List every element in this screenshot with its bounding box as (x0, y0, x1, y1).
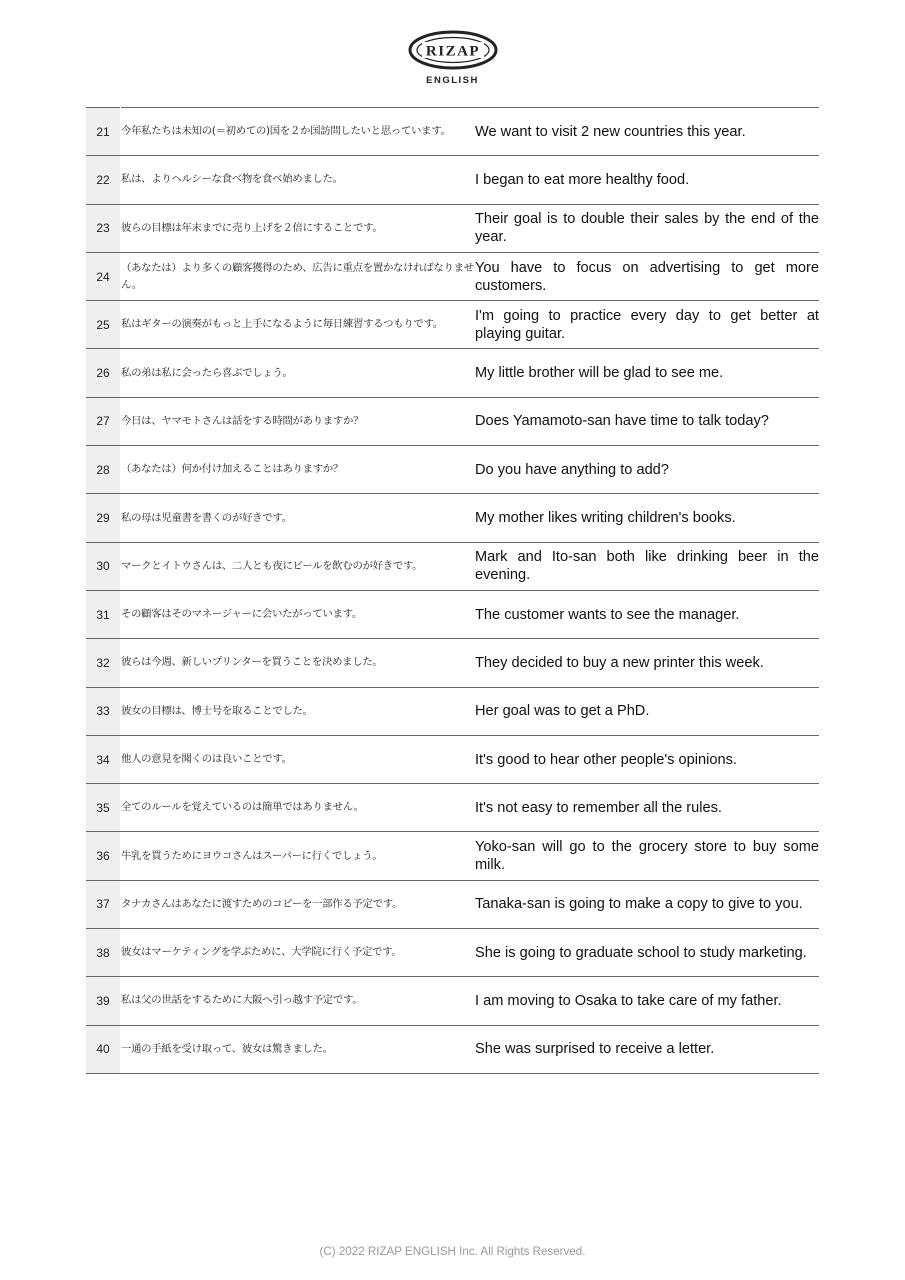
table-row (86, 156, 819, 204)
table-row (86, 1025, 819, 1073)
row-number: 36 (86, 832, 121, 880)
table-row (86, 639, 819, 687)
english-sentence: Her goal was to get a PhD. (475, 687, 819, 735)
table-row (86, 494, 819, 542)
table-row (86, 301, 819, 349)
table-row (86, 590, 819, 638)
japanese-sentence: マークとイトウさんは、二人とも夜にビールを飲むのが好きです。 (121, 542, 476, 590)
english-sentence: Mark and Ito-san both like drinking beer in the evening. (475, 542, 819, 590)
english-sentence: I began to eat more healthy food. (475, 156, 819, 204)
english-sentence: Does Yamamoto-san have time to talk today? (475, 397, 819, 445)
english-sentence: She is going to graduate school to study marketing. (475, 929, 819, 977)
table-row (86, 735, 819, 783)
english-sentence: I'm going to practice every day to get better at playing guitar. (475, 301, 819, 349)
english-sentence: My little brother will be glad to see me. (475, 349, 819, 397)
japanese-sentence: （あなたは）より多くの顧客獲得のため、広告に重点を置かなければなりません。 (121, 252, 476, 300)
japanese-sentence: 牛乳を買うためにヨウコさんはスーパーに行くでしょう。 (121, 832, 476, 880)
row-number: 28 (86, 446, 121, 494)
japanese-sentence: 私の母は児童書を書くのが好きです。 (121, 494, 476, 542)
japanese-sentence: 私は父の世話をするために大阪へ引っ越す予定です。 (121, 977, 476, 1025)
japanese-sentence: その顧客はそのマネージャーに会いたがっています。 (121, 590, 476, 638)
rizap-logo-mark (407, 28, 499, 72)
english-sentence: We want to visit 2 new countries this year. (475, 108, 819, 156)
japanese-sentence: 他人の意見を聞くのは良いことです。 (121, 735, 476, 783)
table-row (86, 880, 819, 928)
logo-mark-text: RIZAP (425, 43, 480, 60)
japanese-sentence: 彼らの目標は年末までに売り上げを２倍にすることです。 (121, 204, 476, 252)
english-sentence: Tanaka-san is going to make a copy to give to you. (475, 880, 819, 928)
table-row (86, 542, 819, 590)
table-row (86, 977, 819, 1025)
english-sentence: The customer wants to see the manager. (475, 590, 819, 638)
japanese-sentence: 今日は、ヤマモトさんは話をする時間がありますか？ (121, 397, 476, 445)
brand-logo (0, 28, 905, 86)
phrase-table (86, 107, 819, 1074)
row-number: 39 (86, 977, 121, 1025)
japanese-sentence: （あなたは）何か付け加えることはありますか？ (121, 446, 476, 494)
row-number: 22 (86, 156, 121, 204)
japanese-sentence: タナカさんはあなたに渡すためのコピーを一部作る予定です。 (121, 880, 476, 928)
table-row (86, 397, 819, 445)
row-number: 23 (86, 204, 121, 252)
english-sentence: I am moving to Osaka to take care of my father. (475, 977, 819, 1025)
phrase-table-body (86, 108, 819, 1074)
row-number: 38 (86, 929, 121, 977)
table-row (86, 204, 819, 252)
row-number: 25 (86, 301, 121, 349)
row-number: 33 (86, 687, 121, 735)
japanese-sentence: 彼らは今週、新しいプリンターを買うことを決めました。 (121, 639, 476, 687)
table-row (86, 108, 819, 156)
logo-subtitle: ENGLISH (426, 75, 479, 86)
row-number: 30 (86, 542, 121, 590)
english-sentence: She was surprised to receive a letter. (475, 1025, 819, 1073)
row-number: 34 (86, 735, 121, 783)
japanese-sentence: 全てのルールを覚えているのは簡単ではありません。 (121, 784, 476, 832)
row-number: 24 (86, 252, 121, 300)
japanese-sentence: 私の弟は私に会ったら喜ぶでしょう。 (121, 349, 476, 397)
row-number: 26 (86, 349, 121, 397)
japanese-sentence: 一通の手紙を受け取って、彼女は驚きました。 (121, 1025, 476, 1073)
english-sentence: It's good to hear other people's opinions. (475, 735, 819, 783)
table-row (86, 349, 819, 397)
table-row (86, 446, 819, 494)
japanese-sentence: 今年私たちは未知の(＝初めての)国を２か国訪問したいと思っています。 (121, 108, 476, 156)
table-row (86, 687, 819, 735)
english-sentence: They decided to buy a new printer this week. (475, 639, 819, 687)
english-sentence: Their goal is to double their sales by the end of the year. (475, 204, 819, 252)
english-sentence: It's not easy to remember all the rules. (475, 784, 819, 832)
japanese-sentence: 私は、よりヘルシーな食べ物を食べ始めました。 (121, 156, 476, 204)
japanese-sentence: 私はギターの演奏がもっと上手になるように毎日練習するつもりです。 (121, 301, 476, 349)
row-number: 31 (86, 590, 121, 638)
row-number: 21 (86, 108, 121, 156)
table-row (86, 252, 819, 300)
table-row (86, 784, 819, 832)
row-number: 27 (86, 397, 121, 445)
row-number: 35 (86, 784, 121, 832)
table-row (86, 929, 819, 977)
row-number: 37 (86, 880, 121, 928)
english-sentence: Yoko-san will go to the grocery store to buy some milk. (475, 832, 819, 880)
english-sentence: Do you have anything to add? (475, 446, 819, 494)
english-sentence: You have to focus on advertising to get more customers. (475, 252, 819, 300)
row-number: 29 (86, 494, 121, 542)
japanese-sentence: 彼女はマーケティングを学ぶために、大学院に行く予定です。 (121, 929, 476, 977)
row-number: 40 (86, 1025, 121, 1073)
row-number: 32 (86, 639, 121, 687)
english-sentence: My mother likes writing children's books. (475, 494, 819, 542)
japanese-sentence: 彼女の目標は、博士号を取ることでした。 (121, 687, 476, 735)
table-row (86, 832, 819, 880)
copyright-footer: (C) 2022 RIZAP ENGLISH Inc. All Rights Reserved. (319, 1245, 586, 1258)
